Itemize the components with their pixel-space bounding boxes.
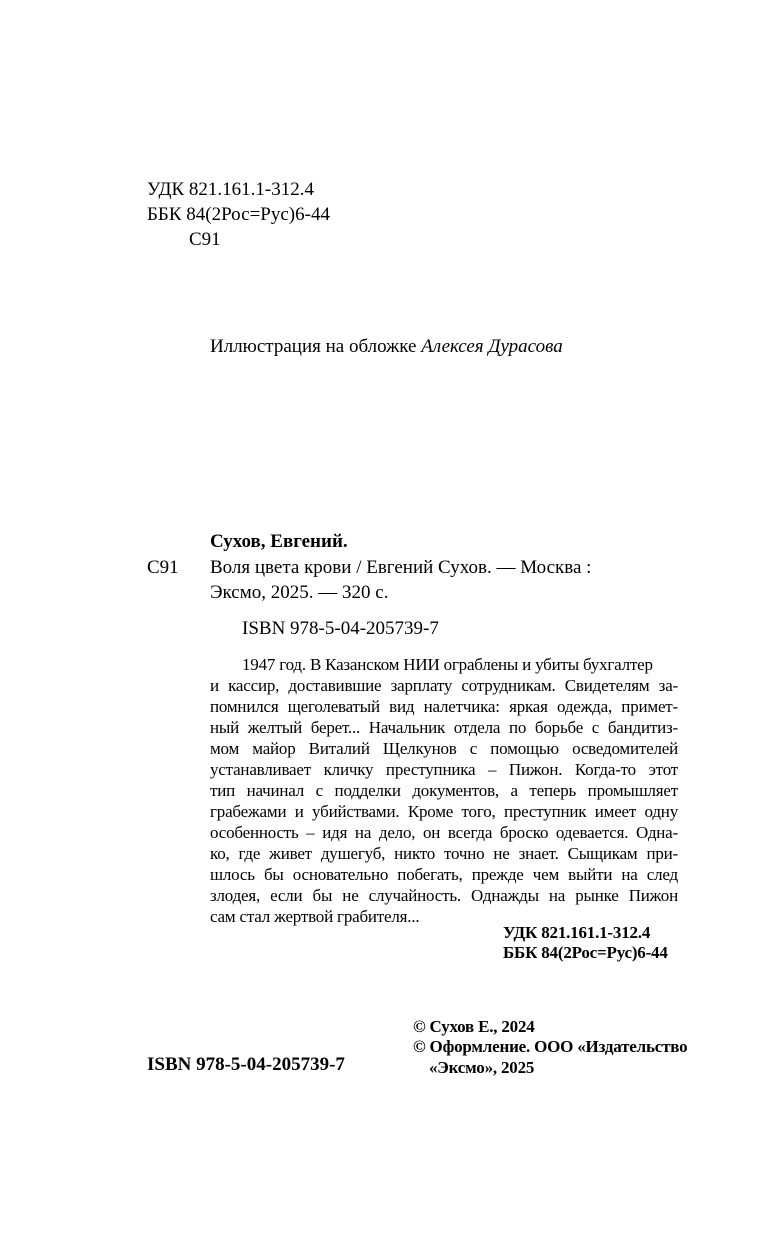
- copyright-author: © Сухов Е., 2024: [413, 1017, 535, 1036]
- annotation-line: устанавливает кличку преступника – Пижон. Когда-то этот: [210, 760, 678, 779]
- illustration-credit: [210, 335, 563, 359]
- annotation-line: помнился щеголеватый вид налетчика: яркая одежда, примет-: [210, 697, 678, 716]
- copyright-design-line1: © Оформление. ООО «Издательство: [413, 1037, 688, 1056]
- annotation-line: особенность – идя на дело, он всегда броско одевается. Одна-: [210, 823, 678, 842]
- record-code: С91: [147, 557, 179, 578]
- annotation-line: ко, где живет душегуб, никто точно не знает. Сыщикам при-: [210, 844, 678, 863]
- record-title-line2: Эксмо, 2025. — 320 с.: [210, 582, 389, 603]
- header-udk: УДК 821.161.1-312.4: [147, 179, 314, 200]
- annotation-line: и кассир, доставившие зарплату сотрудникам. Свидетелям за-: [210, 676, 678, 695]
- annotation-line: 1947 год. В Казанском НИИ ограблены и убиты бухгалтер: [242, 655, 653, 674]
- record-isbn: ISBN 978-5-04-205739-7: [242, 618, 439, 639]
- annotation-line: мом майор Виталий Щелкунов с помощью осведомителей: [210, 739, 678, 758]
- record-author: Сухов, Евгений.: [210, 531, 348, 552]
- annotation-line: шлось бы основательно побегать, прежде чем выйти на след: [210, 865, 678, 884]
- copyright-design-line2: «Эксмо», 2025: [429, 1058, 535, 1077]
- annotation-line: ный желтый берет... Начальник отдела по борьбе с бандитиз-: [210, 718, 678, 737]
- annotation-bbk: ББК 84(2Рос=Рус)6-44: [503, 943, 668, 962]
- footer-isbn: ISBN 978-5-04-205739-7: [147, 1054, 345, 1075]
- annotation-line: грабежами и убийствами. Кроме того, преступник имеет одну: [210, 802, 678, 821]
- annotation-line: злодея, если бы не случайность. Однажды на рынке Пижон: [210, 886, 678, 905]
- illustration-artist: Алексея Дурасова: [421, 336, 563, 357]
- header-bbk: ББК 84(2Рос=Рус)6-44: [147, 204, 330, 225]
- record-title-line1: Воля цвета крови / Евгений Сухов. — Москва :: [210, 557, 592, 578]
- annotation-line: тип начинал с подделки документов, а теперь промышляет: [210, 781, 678, 800]
- annotation-line: сам стал жертвой грабителя...: [210, 907, 420, 926]
- header-author-code: С91: [189, 229, 221, 250]
- annotation-udk: УДК 821.161.1-312.4: [503, 923, 651, 942]
- illustration-prefix: Иллюстрация на обложке: [210, 336, 422, 357]
